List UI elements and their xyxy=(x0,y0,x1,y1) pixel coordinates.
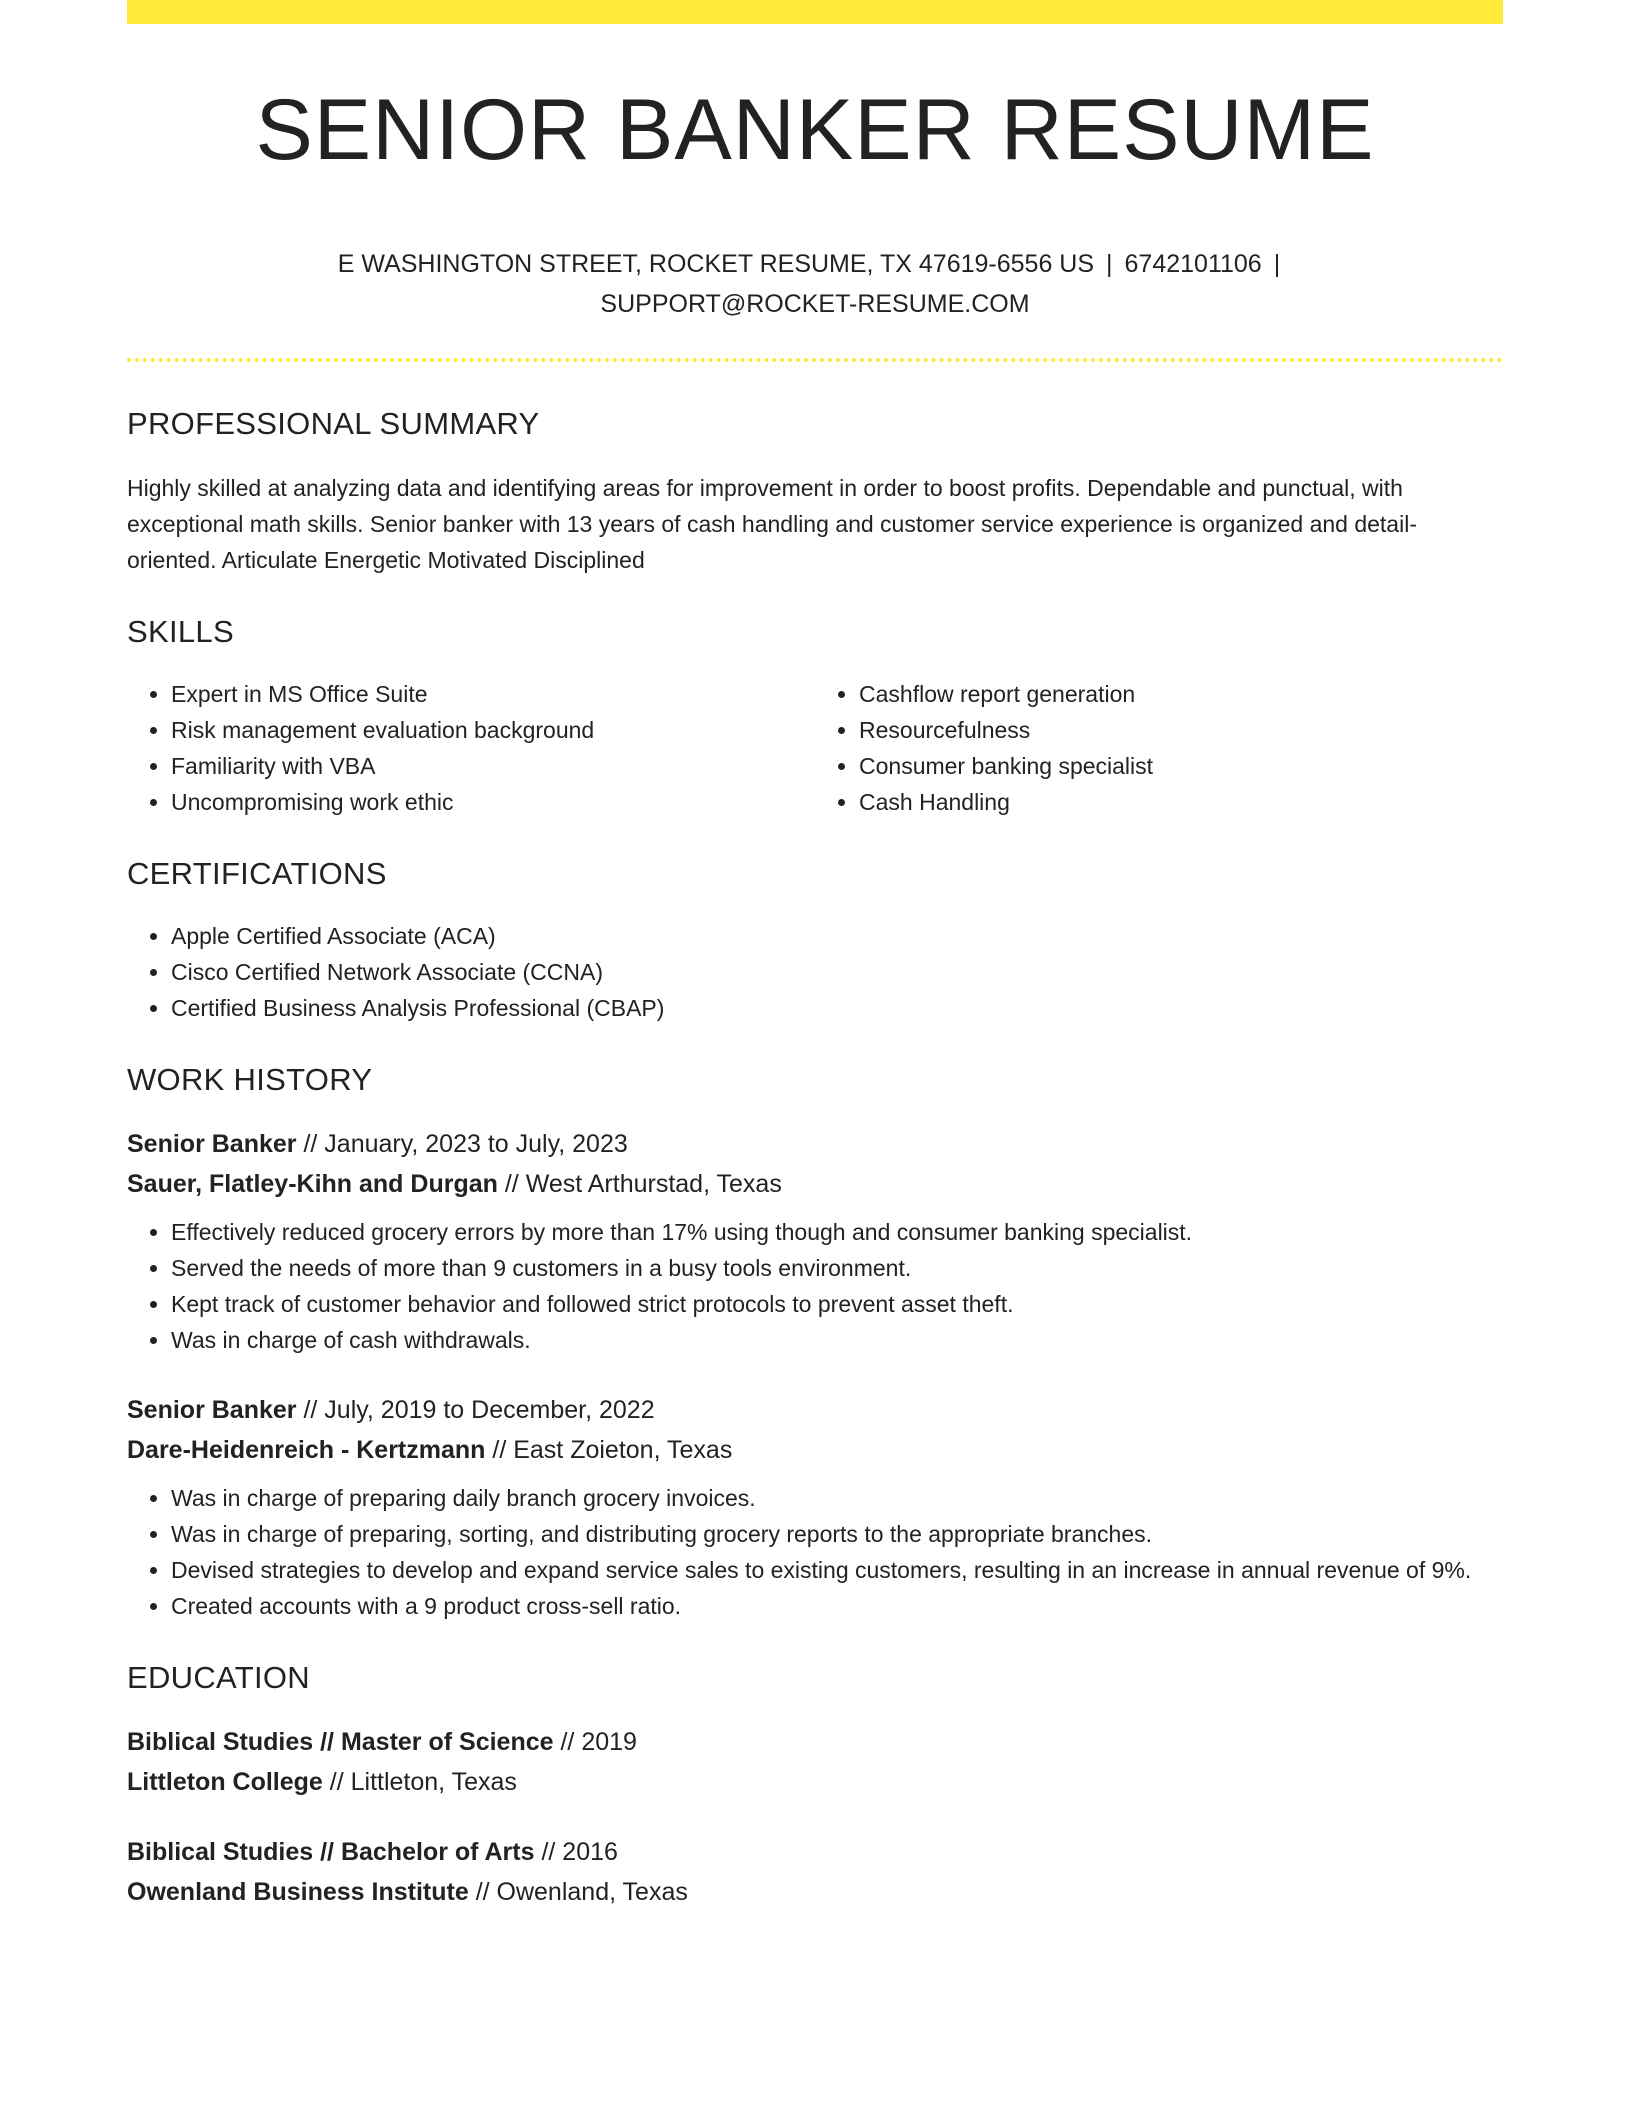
contact-line-2 xyxy=(127,284,1503,324)
job-title-line xyxy=(127,1124,1503,1164)
resume-title: SENIOR BANKER RESUME xyxy=(255,82,1375,178)
education-degree: Biblical Studies // Master of Science xyxy=(127,1728,554,1756)
job-entry xyxy=(127,1390,1503,1624)
job-dates: // January, 2023 to July, 2023 xyxy=(303,1130,628,1158)
contact-separator: | xyxy=(1106,250,1113,278)
contact-separator: | xyxy=(1273,250,1281,278)
summary-heading: PROFESSIONAL SUMMARY xyxy=(127,406,540,441)
job-bullets xyxy=(127,1214,1503,1358)
certifications-heading: CERTIFICATIONS xyxy=(127,856,387,891)
contact-info xyxy=(127,244,1503,324)
accent-top-bar xyxy=(127,0,1503,24)
education-degree-line xyxy=(127,1722,1503,1762)
skill-item: • Cashflow report generation xyxy=(859,676,1503,712)
certification-item: • Certified Business Analysis Professional (CBAP) xyxy=(171,990,1503,1026)
job-title: Senior Banker xyxy=(127,1130,297,1158)
job-title-line xyxy=(127,1390,1503,1430)
job-bullet: • Served the needs of more than 9 customers in a busy tools environment. xyxy=(171,1250,1503,1286)
dotted-divider xyxy=(127,358,1503,362)
contact-address: E WASHINGTON STREET, ROCKET RESUME, TX 47619-6556 US xyxy=(337,250,1095,278)
job-dates: // July, 2019 to December, 2022 xyxy=(303,1396,655,1424)
certifications-list xyxy=(127,918,1503,1026)
contact-phone: 6742101106 xyxy=(1124,250,1262,278)
education-year: // 2019 xyxy=(560,1728,637,1756)
skills-list-left xyxy=(127,676,815,820)
job-company: Sauer, Flatley-Kihn and Durgan xyxy=(127,1170,498,1198)
summary-text: Highly skilled at analyzing data and identifying areas for improvement in order to boost profits. Dependable and punctual, with exceptional math skills. Senior banker with 13 years of cash handling and customer service experience is organized and detail-oriented. Articulate Energetic Motivated Disciplined xyxy=(127,475,1417,573)
job-location: // West Arthurstad, Texas xyxy=(504,1170,782,1198)
work-history-heading: WORK HISTORY xyxy=(127,1062,373,1097)
skill-item: • Uncompromising work ethic xyxy=(171,784,815,820)
skill-item: • Familiarity with VBA xyxy=(171,748,815,784)
education-location: // Littleton, Texas xyxy=(329,1768,517,1796)
skills-list-right xyxy=(815,676,1503,820)
skills-heading: SKILLS xyxy=(127,614,234,649)
certification-item: • Cisco Certified Network Associate (CCNA) xyxy=(171,954,1503,990)
education-heading: EDUCATION xyxy=(127,1660,310,1695)
job-bullet: • Effectively reduced grocery errors by more than 17% using though and consumer banking specialist. xyxy=(171,1214,1503,1250)
job-bullet: • Was in charge of preparing daily branch grocery invoices. xyxy=(171,1480,1503,1516)
job-bullet: • Was in charge of cash withdrawals. xyxy=(171,1322,1503,1358)
skill-item: • Resourcefulness xyxy=(859,712,1503,748)
skill-item: • Risk management evaluation background xyxy=(171,712,815,748)
certification-item: • Apple Certified Associate (ACA) xyxy=(171,918,1503,954)
resume-page xyxy=(127,0,1503,1912)
education-degree-line xyxy=(127,1832,1503,1872)
job-company-line xyxy=(127,1430,1503,1470)
education-location: // Owenland, Texas xyxy=(475,1878,688,1906)
job-bullet: • Devised strategies to develop and expand service sales to existing customers, resulting in an increase in annual revenue of 9%. xyxy=(171,1552,1503,1588)
job-bullet: • Was in charge of preparing, sorting, and distributing grocery reports to the appropriate branches. xyxy=(171,1516,1503,1552)
skill-item: • Expert in MS Office Suite xyxy=(171,676,815,712)
contact-line-1 xyxy=(127,244,1503,284)
job-location: // East Zoieton, Texas xyxy=(492,1436,733,1464)
contact-email: SUPPORT@ROCKET-RESUME.COM xyxy=(600,290,1030,318)
skill-item: • Cash Handling xyxy=(859,784,1503,820)
education-degree: Biblical Studies // Bachelor of Arts xyxy=(127,1838,535,1866)
education-school: Owenland Business Institute xyxy=(127,1878,469,1906)
skill-item: • Consumer banking specialist xyxy=(859,748,1503,784)
education-school: Littleton College xyxy=(127,1768,323,1796)
job-bullets xyxy=(127,1480,1503,1624)
education-school-line xyxy=(127,1762,1503,1802)
education-entry xyxy=(127,1832,1503,1912)
education-entry xyxy=(127,1722,1503,1802)
job-bullet: • Kept track of customer behavior and followed strict protocols to prevent asset theft. xyxy=(171,1286,1503,1322)
job-company-line xyxy=(127,1164,1503,1204)
job-bullet: • Created accounts with a 9 product cross-sell ratio. xyxy=(171,1588,1503,1624)
education-year: // 2016 xyxy=(541,1838,618,1866)
skills-columns xyxy=(127,676,1503,820)
job-company: Dare-Heidenreich - Kertzmann xyxy=(127,1436,486,1464)
job-entry xyxy=(127,1124,1503,1358)
education-school-line xyxy=(127,1872,1503,1912)
job-title: Senior Banker xyxy=(127,1396,297,1424)
